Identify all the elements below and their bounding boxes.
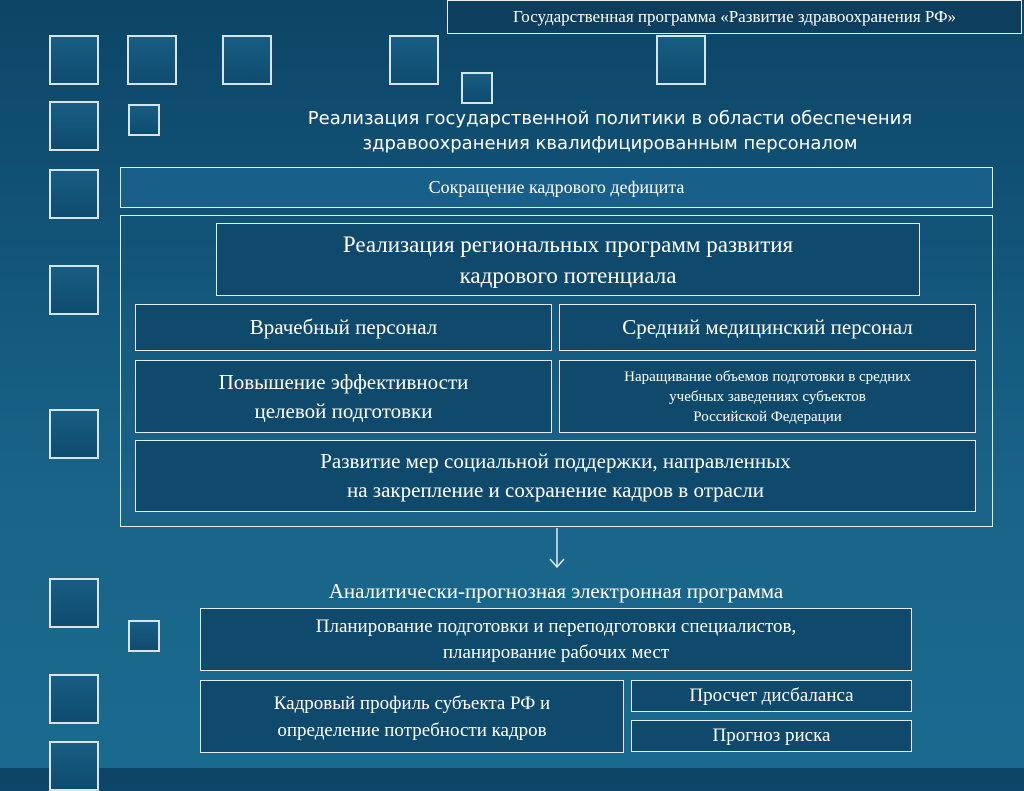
policy-heading-line2: здравоохранения квалифицированным персоналом — [362, 133, 858, 154]
decor-square — [461, 72, 493, 104]
regional-program-box — [216, 223, 920, 296]
regional-program-line1: Реализация региональных программ развития — [342, 231, 794, 257]
decor-square — [49, 741, 99, 791]
nurses-label: Средний медицинский персонал — [622, 315, 913, 339]
decor-square — [49, 35, 99, 85]
efficiency-line2: целевой подготовки — [254, 398, 433, 423]
decor-square — [49, 101, 99, 151]
deficit-box — [120, 167, 993, 208]
growth-line2: учебных заведениях субъектов — [669, 388, 866, 405]
slide-title: Государственная программа «Развитие здравоохранения РФ» — [447, 0, 1022, 34]
imbalance-label: Просчет дисбаланса — [689, 685, 854, 706]
social-support-line1: Развитие мер социальной поддержки, направленных — [320, 449, 791, 473]
growth-line1: Наращивание объемов подготовки в средних — [624, 368, 911, 385]
doctors-label: Врачебный персонал — [249, 315, 438, 339]
profile-line2: определение потребности кадров — [277, 719, 547, 741]
planning-box — [200, 608, 912, 671]
decor-square — [656, 35, 706, 85]
risk-label: Прогноз риска — [712, 725, 831, 746]
profile-line1: Кадровый профиль субъекта РФ и — [273, 692, 551, 714]
decor-square — [49, 265, 99, 315]
down-arrow-icon — [547, 528, 567, 570]
efficiency-line1: Повышение эффективности — [218, 369, 469, 394]
decor-square — [49, 578, 99, 628]
imbalance-box — [631, 680, 912, 712]
decor-square — [128, 620, 160, 652]
growth-box — [559, 360, 976, 433]
doctors-box — [135, 304, 552, 351]
nurses-box — [559, 304, 976, 351]
decor-square — [128, 104, 160, 136]
deficit-label: Сокращение кадрового дефицита — [428, 177, 685, 197]
risk-box — [631, 720, 912, 752]
planning-line2: планирование рабочих мест — [442, 641, 670, 663]
growth-line3: Российской Федерации — [693, 408, 842, 425]
regional-program-line2: кадрового потенциала — [459, 262, 677, 288]
planning-line1: Планирование подготовки и переподготовки специалистов, — [315, 615, 797, 637]
decor-square — [127, 35, 177, 85]
decor-square — [49, 409, 99, 459]
decor-square — [222, 35, 272, 85]
social-support-box — [135, 440, 976, 512]
decor-square — [49, 169, 99, 219]
decor-square — [49, 674, 99, 724]
analytic-program-title: Аналитически-прогнозная электронная программа — [328, 579, 784, 603]
social-support-line2: на закрепление и сохранение кадров в отрасли — [347, 478, 764, 502]
policy-heading-line1: Реализация государственной политики в области обеспечения — [307, 108, 913, 129]
policy-heading — [240, 106, 980, 156]
decor-square — [389, 35, 439, 85]
profile-box — [200, 680, 624, 753]
efficiency-box — [135, 360, 552, 433]
